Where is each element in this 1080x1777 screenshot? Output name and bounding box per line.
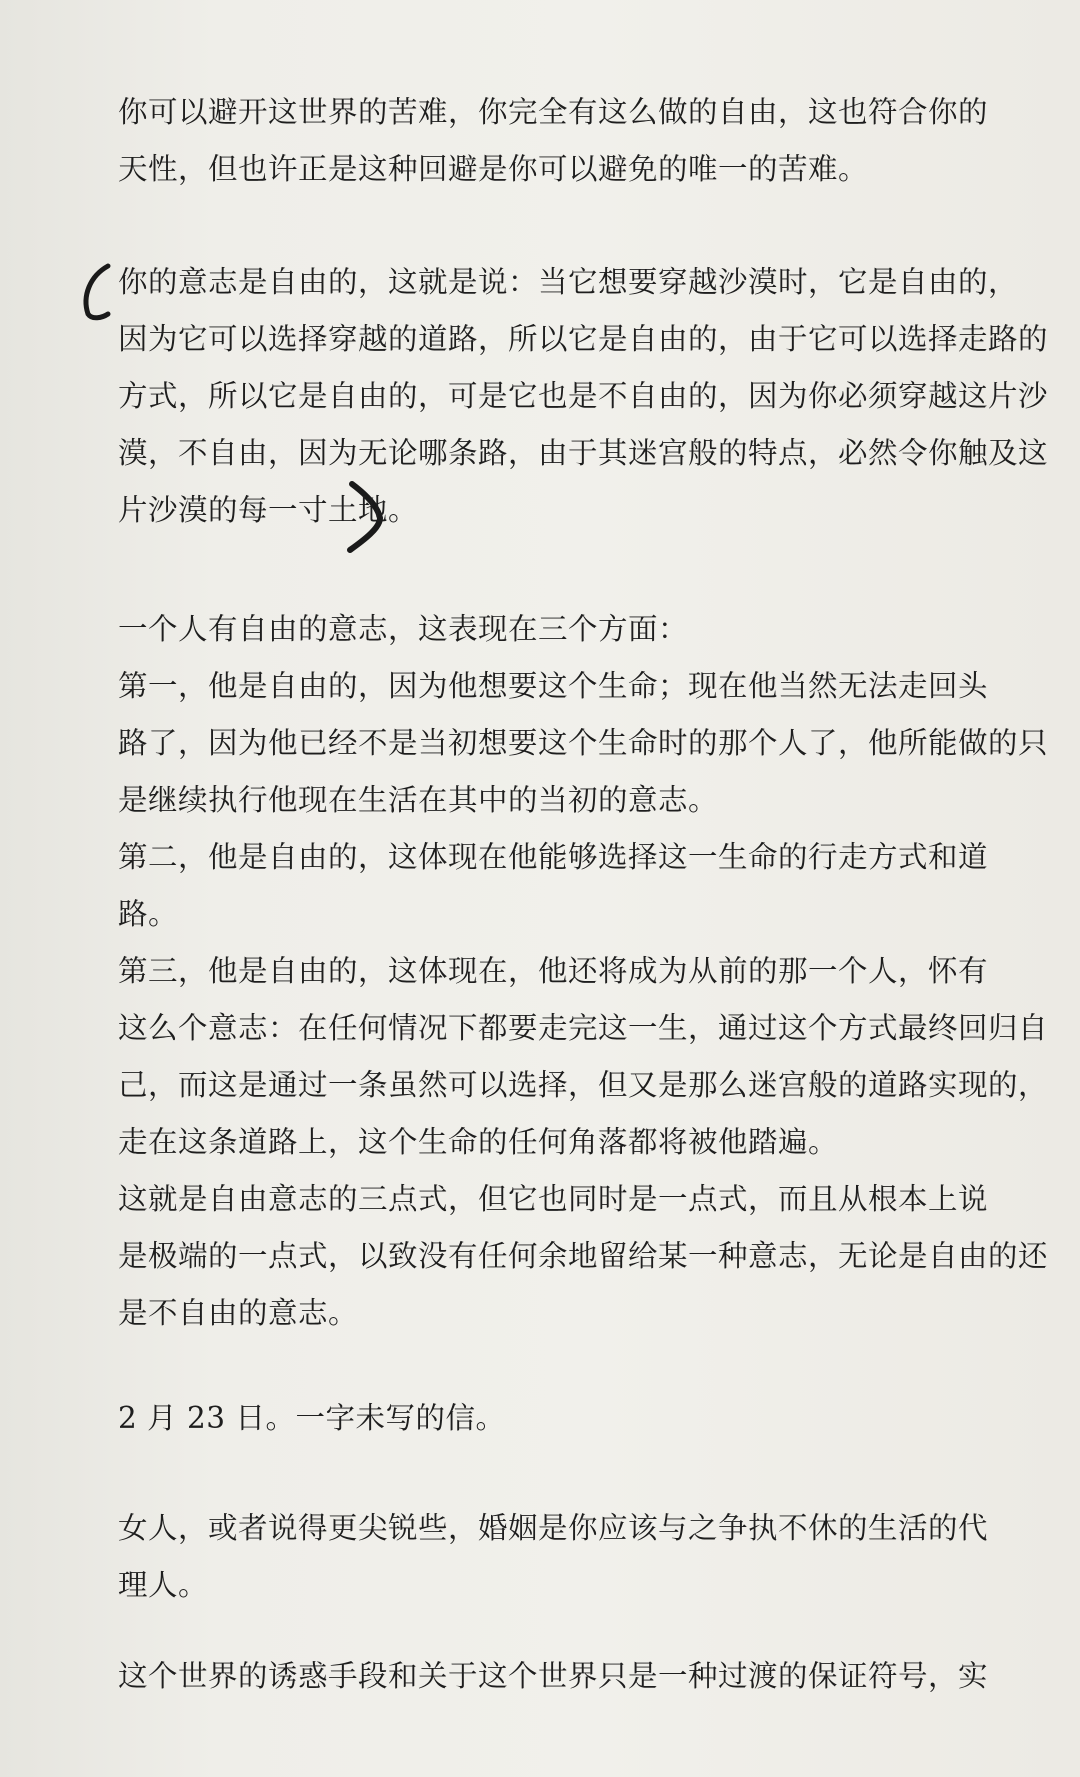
text-line: 你的意志是自由的，这就是说：当它想要穿越沙漠时，它是自由的， (118, 265, 1019, 299)
text-line: 是不自由的意志。 (118, 1296, 359, 1330)
text-line: 你可以避开这世界的苦难，你完全有这么做的自由，这也符合你的 (118, 95, 989, 129)
text-line: 天性，但也许正是这种回避是你可以避免的唯一的苦难。 (118, 152, 869, 186)
text-line: 一个人有自由的意志，这表现在三个方面： (118, 612, 689, 646)
text-line: 女人，或者说得更尖锐些，婚姻是你应该与之争执不休的生活的代 (118, 1511, 989, 1545)
paragraph-8 (60, 1500, 1025, 1614)
text-line: 片沙漠的每一寸土地。 (118, 493, 419, 527)
text-line: 第三，他是自由的，这体现在，他还将成为从前的那一个人，怀有 (118, 954, 989, 988)
text-line: 这个世界的诱惑手段和关于这个世界只是一种过渡的保证符号，实 (118, 1659, 989, 1693)
paragraph-4 (60, 658, 1049, 829)
text-line: 己，而这是通过一条虽然可以选择，但又是那么迷宫般的道路实现的， (118, 1068, 1049, 1102)
text-line: 这么个意志：在任何情况下都要走完这一生，通过这个方式最终回归自 (118, 1011, 1049, 1045)
text-line: 理人。 (118, 1568, 209, 1602)
paragraph-3 (60, 601, 1025, 658)
diary-date-entry (60, 1390, 1025, 1447)
text-line: 走在这条道路上，这个生命的任何角落都将被他踏遍。 (118, 1125, 839, 1159)
paragraph-5 (60, 829, 1025, 943)
text-line: 漠，不自由，因为无论哪条路，由于其迷宫般的特点，必然令你触及这 (118, 436, 1049, 470)
text-line: 2 月 23 日。一字未写的信。 (118, 1401, 506, 1435)
text-line: 方式，所以它是自由的，可是它也是不自由的，因为你必须穿越这片沙 (118, 379, 1049, 413)
paragraph-2 (60, 254, 1049, 539)
text-line: 因为它可以选择穿越的道路，所以它是自由的，由于它可以选择走路的 (118, 322, 1049, 356)
paragraph-6 (60, 943, 1049, 1171)
paragraph-7 (60, 1171, 1049, 1342)
text-line: 第一，他是自由的，因为他想要这个生命；现在他当然无法走回头 (118, 669, 989, 703)
text-line: 第二，他是自由的，这体现在他能够选择这一生命的行走方式和道 (118, 840, 989, 874)
text-line: 路。 (118, 897, 179, 931)
paragraph-1 (60, 84, 1025, 198)
text-line: 这就是自由意志的三点式，但它也同时是一点式，而且从根本上说 (118, 1182, 989, 1216)
text-line: 路了，因为他已经不是当初想要这个生命时的那个人了，他所能做的只 (118, 726, 1049, 760)
paragraph-9 (60, 1648, 1025, 1705)
text-line: 是极端的一点式，以致没有任何余地留给某一种意志，无论是自由的还 (118, 1239, 1049, 1273)
text-line: 是继续执行他现在生活在其中的当初的意志。 (118, 783, 719, 817)
